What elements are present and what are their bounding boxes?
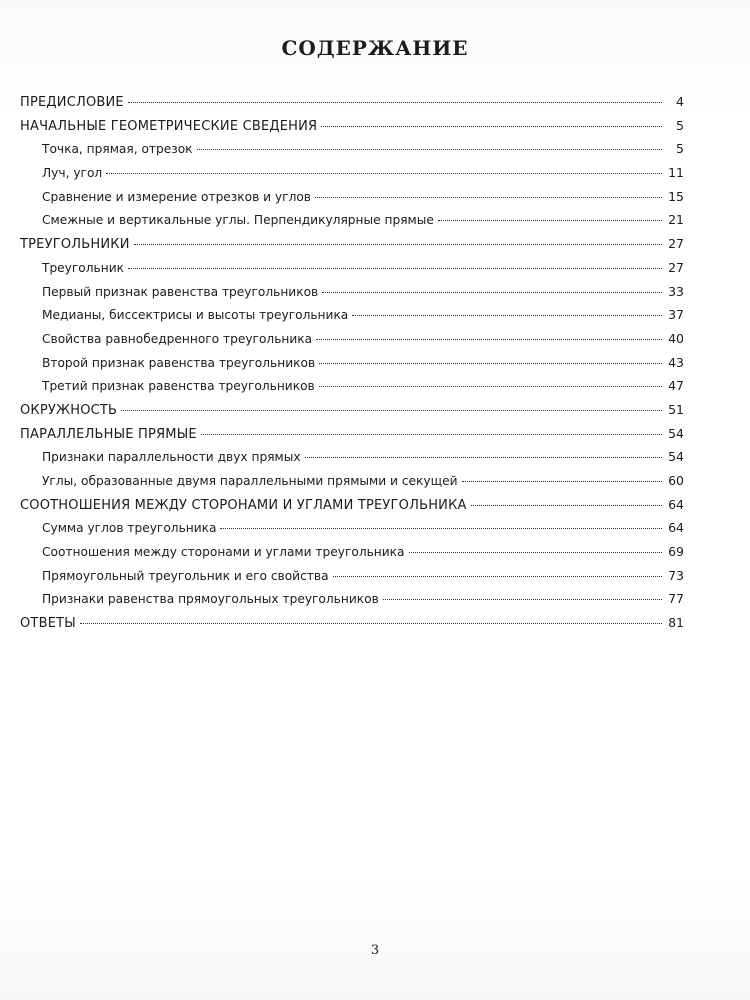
toc-entry-page: 43	[668, 354, 684, 370]
toc-entry-label: Точка, прямая, отрезок	[42, 142, 193, 157]
toc-entry-label: Смежные и вертикальные углы. Перпендикулярные прямые	[42, 213, 434, 228]
toc-entry-page: 21	[668, 212, 684, 228]
toc-section-entry	[20, 232, 684, 256]
toc-entry-page: 60	[668, 473, 684, 488]
dot-leader	[197, 149, 662, 150]
toc-entry-label: ПАРАЛЛЕЛЬНЫЕ ПРЯМЫЕ	[20, 426, 197, 442]
toc-subsection-entry	[20, 185, 684, 209]
toc-subsection-entry	[20, 280, 684, 304]
toc-entry-page: 27	[668, 236, 684, 252]
dot-leader	[352, 315, 662, 316]
dot-leader	[128, 102, 662, 103]
toc-entry-page: 51	[668, 401, 684, 417]
toc-entry-page: 47	[668, 378, 684, 394]
toc-entry-label: Второй признак равенства треугольников	[42, 355, 316, 370]
dot-leader	[128, 268, 662, 269]
toc-subsection-entry	[20, 351, 684, 375]
dot-leader	[134, 244, 662, 245]
dot-leader	[319, 386, 662, 387]
table-of-contents	[20, 90, 684, 635]
dot-leader	[383, 599, 662, 600]
dot-leader	[305, 457, 662, 458]
toc-entry-label: Треугольник	[42, 260, 124, 275]
toc-entry-page: 33	[668, 283, 684, 299]
toc-entry-page: 5	[676, 141, 684, 157]
toc-subsection-entry	[20, 303, 684, 327]
toc-entry-page: 4	[676, 94, 684, 109]
dot-leader	[80, 623, 662, 624]
toc-entry-label: Прямоугольный треугольник и его свойства	[42, 568, 329, 583]
dot-leader	[121, 410, 662, 411]
toc-entry-label: Медианы, биссектрисы и высоты треугольника	[42, 308, 349, 323]
dot-leader	[316, 339, 662, 340]
toc-entry-page: 64	[668, 496, 684, 512]
toc-subsection-entry	[20, 161, 684, 185]
toc-section-entry	[20, 398, 684, 422]
toc-section-entry	[20, 611, 684, 635]
toc-entry-page: 69	[668, 544, 684, 560]
toc-entry-label: Углы, образованные двумя параллельными прямыми и секущей	[42, 474, 458, 488]
toc-entry-label: Признаки равенства прямоугольных треугольников	[42, 592, 379, 607]
dot-leader	[471, 505, 662, 506]
toc-subsection-entry	[20, 469, 684, 493]
toc-entry-label: Свойства равнобедренного треугольника	[42, 331, 313, 346]
toc-section-entry	[20, 493, 684, 517]
toc-section-entry	[20, 90, 684, 114]
dot-leader	[315, 197, 662, 198]
toc-entry-page: 73	[668, 567, 684, 583]
toc-subsection-entry	[20, 516, 684, 540]
toc-entry-label: ПРЕДИСЛОВИЕ	[20, 95, 124, 110]
toc-entry-page: 27	[668, 259, 684, 275]
toc-subsection-entry	[20, 564, 684, 588]
toc-entry-page: 37	[668, 307, 684, 323]
toc-entry-label: Сумма углов треугольника	[42, 521, 217, 536]
dot-leader	[106, 173, 662, 174]
toc-entry-label: СООТНОШЕНИЯ МЕЖДУ СТОРОНАМИ И УГЛАМИ ТРЕУГОЛЬНИКА	[20, 497, 467, 513]
dot-leader	[333, 576, 662, 577]
toc-subsection-entry	[20, 587, 684, 611]
toc-entry-label: НАЧАЛЬНЫЕ ГЕОМЕТРИЧЕСКИЕ СВЕДЕНИЯ	[20, 118, 318, 134]
toc-entry-page: 54	[668, 449, 684, 465]
dot-leader	[321, 126, 662, 127]
dot-leader	[319, 363, 662, 364]
page-number: 3	[370, 943, 380, 958]
toc-entry-label: ОТВЕТЫ	[20, 616, 76, 632]
toc-entry-page: 5	[676, 117, 684, 133]
toc-subsection-entry	[20, 540, 684, 564]
dot-leader	[438, 220, 662, 221]
toc-subsection-entry	[20, 256, 684, 280]
toc-entry-label: Соотношения между сторонами и углами треугольника	[42, 545, 405, 560]
dot-leader	[462, 481, 663, 482]
dot-leader	[220, 528, 662, 529]
toc-subsection-entry	[20, 208, 684, 232]
toc-entry-page: 15	[668, 188, 684, 204]
toc-entry-label: ОКРУЖНОСТЬ	[20, 402, 118, 418]
toc-section-entry	[20, 422, 684, 446]
toc-subsection-entry	[20, 327, 684, 351]
dot-leader	[409, 552, 662, 553]
toc-entry-label: ТРЕУГОЛЬНИКИ	[20, 237, 130, 253]
toc-entry-page: 11	[668, 165, 684, 181]
toc-section-entry	[20, 114, 684, 138]
toc-entry-label: Первый признак равенства треугольников	[42, 284, 319, 299]
dot-leader	[322, 292, 662, 293]
dot-leader	[201, 434, 662, 435]
toc-subsection-entry	[20, 137, 684, 161]
toc-subsection-entry	[20, 445, 684, 469]
toc-subsection-entry	[20, 374, 684, 398]
toc-entry-label: Луч, угол	[42, 166, 103, 181]
toc-entry-page: 64	[668, 520, 684, 536]
toc-entry-page: 54	[668, 425, 684, 441]
toc-entry-page: 81	[668, 615, 684, 631]
toc-entry-page: 40	[668, 330, 684, 346]
toc-entry-label: Сравнение и измерение отрезков и углов	[42, 189, 311, 204]
toc-entry-label: Третий признак равенства треугольников	[42, 379, 315, 394]
toc-entry-page: 77	[668, 591, 684, 607]
toc-entry-label: Признаки параллельности двух прямых	[42, 450, 301, 465]
page-title: СОДЕРЖАНИЕ	[281, 36, 469, 60]
